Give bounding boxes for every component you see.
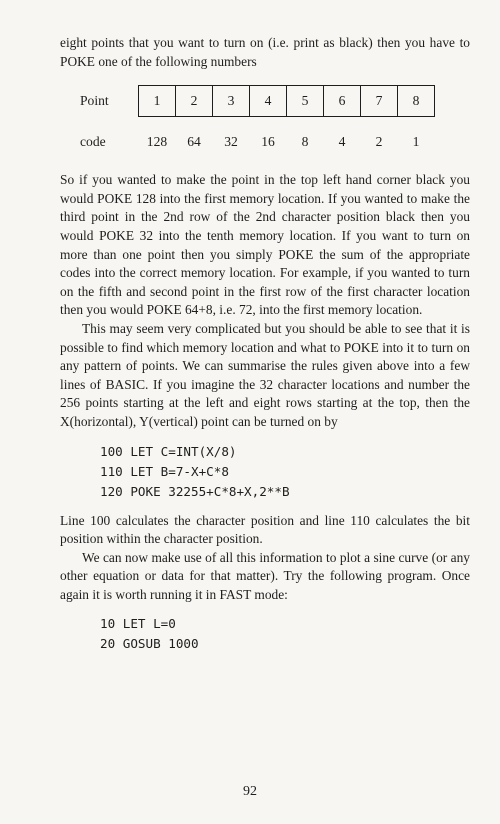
- code-cell: 16: [261, 134, 275, 150]
- point-cell: 6: [324, 86, 361, 117]
- book-page: [60, 34, 470, 654]
- paragraph-basic-rules: This may seem very complicated but you should be able to see that it is possible to find which memory location and what to POKE into it to turn on any pattern of points. We can summarise the rules given above into a few lines of BASIC. If you imagine the 32 character locations and number the 256 points starting at the left and eight rows starting at the top, then the X(horizontal), Y(vertical) point can be turned on by: [60, 320, 470, 429]
- code-label: code: [80, 133, 106, 149]
- point-cell: 1: [139, 86, 176, 117]
- point-row: [74, 86, 435, 117]
- point-cell: 2: [176, 86, 213, 117]
- code-cell: 2: [375, 134, 383, 150]
- code-line: 10 LET L=0: [100, 616, 176, 632]
- code-listing-1: [60, 442, 470, 502]
- code-cell: 32: [224, 134, 238, 150]
- code-line: 120 POKE 32255+C*8+X,2**B: [100, 483, 290, 499]
- paragraph-sine-curve: We can now make use of all this information to plot a sine curve (or any other equation or data for that matter). Try the following program. Once again it is worth running it in FAST mode:: [60, 549, 470, 602]
- code-line: 20 GOSUB 1000: [100, 636, 199, 652]
- code-line: 110 LET B=7-X+C*8: [100, 463, 229, 479]
- point-code-table: [74, 85, 435, 157]
- code-listing-2: [60, 614, 470, 654]
- point-label: Point: [80, 93, 109, 109]
- paragraph-line-explanation: Line 100 calculates the character position and line 110 calculates the bit position within the character position.: [60, 512, 470, 547]
- point-cell: 7: [361, 86, 398, 117]
- code-cell: 128: [146, 134, 168, 150]
- point-cell: 8: [398, 86, 435, 117]
- code-cell: 1: [412, 134, 420, 150]
- point-cell: 5: [287, 86, 324, 117]
- page-number: 92: [243, 784, 257, 799]
- code-line: 100 LET C=INT(X/8): [100, 443, 237, 459]
- code-row: [74, 117, 435, 158]
- intro-paragraph: eight points that you want to turn on (i.e. print as black) then you have to POKE one of the following numbers: [60, 35, 470, 69]
- code-cell: 64: [187, 134, 201, 150]
- point-cell: 3: [213, 86, 250, 117]
- code-cell: 8: [301, 134, 309, 150]
- point-cell: 4: [250, 86, 287, 117]
- paragraph-poke-explanation: So if you wanted to make the point in the top left hand corner black you would POKE 128 into the first memory location. If you wanted to make the third point in the 2nd row of the 2nd character position black then you would POKE 32 into the tenth memory location. If you want to turn on more than one point then you simply POKE the sum of the appropriate codes into the correct memory location. For example, if you wanted to turn on the fifth and second point in the first row of the first character location then you would POKE 64+8, i.e. 72, into the first memory location.: [60, 172, 470, 318]
- code-cell: 4: [338, 134, 346, 150]
